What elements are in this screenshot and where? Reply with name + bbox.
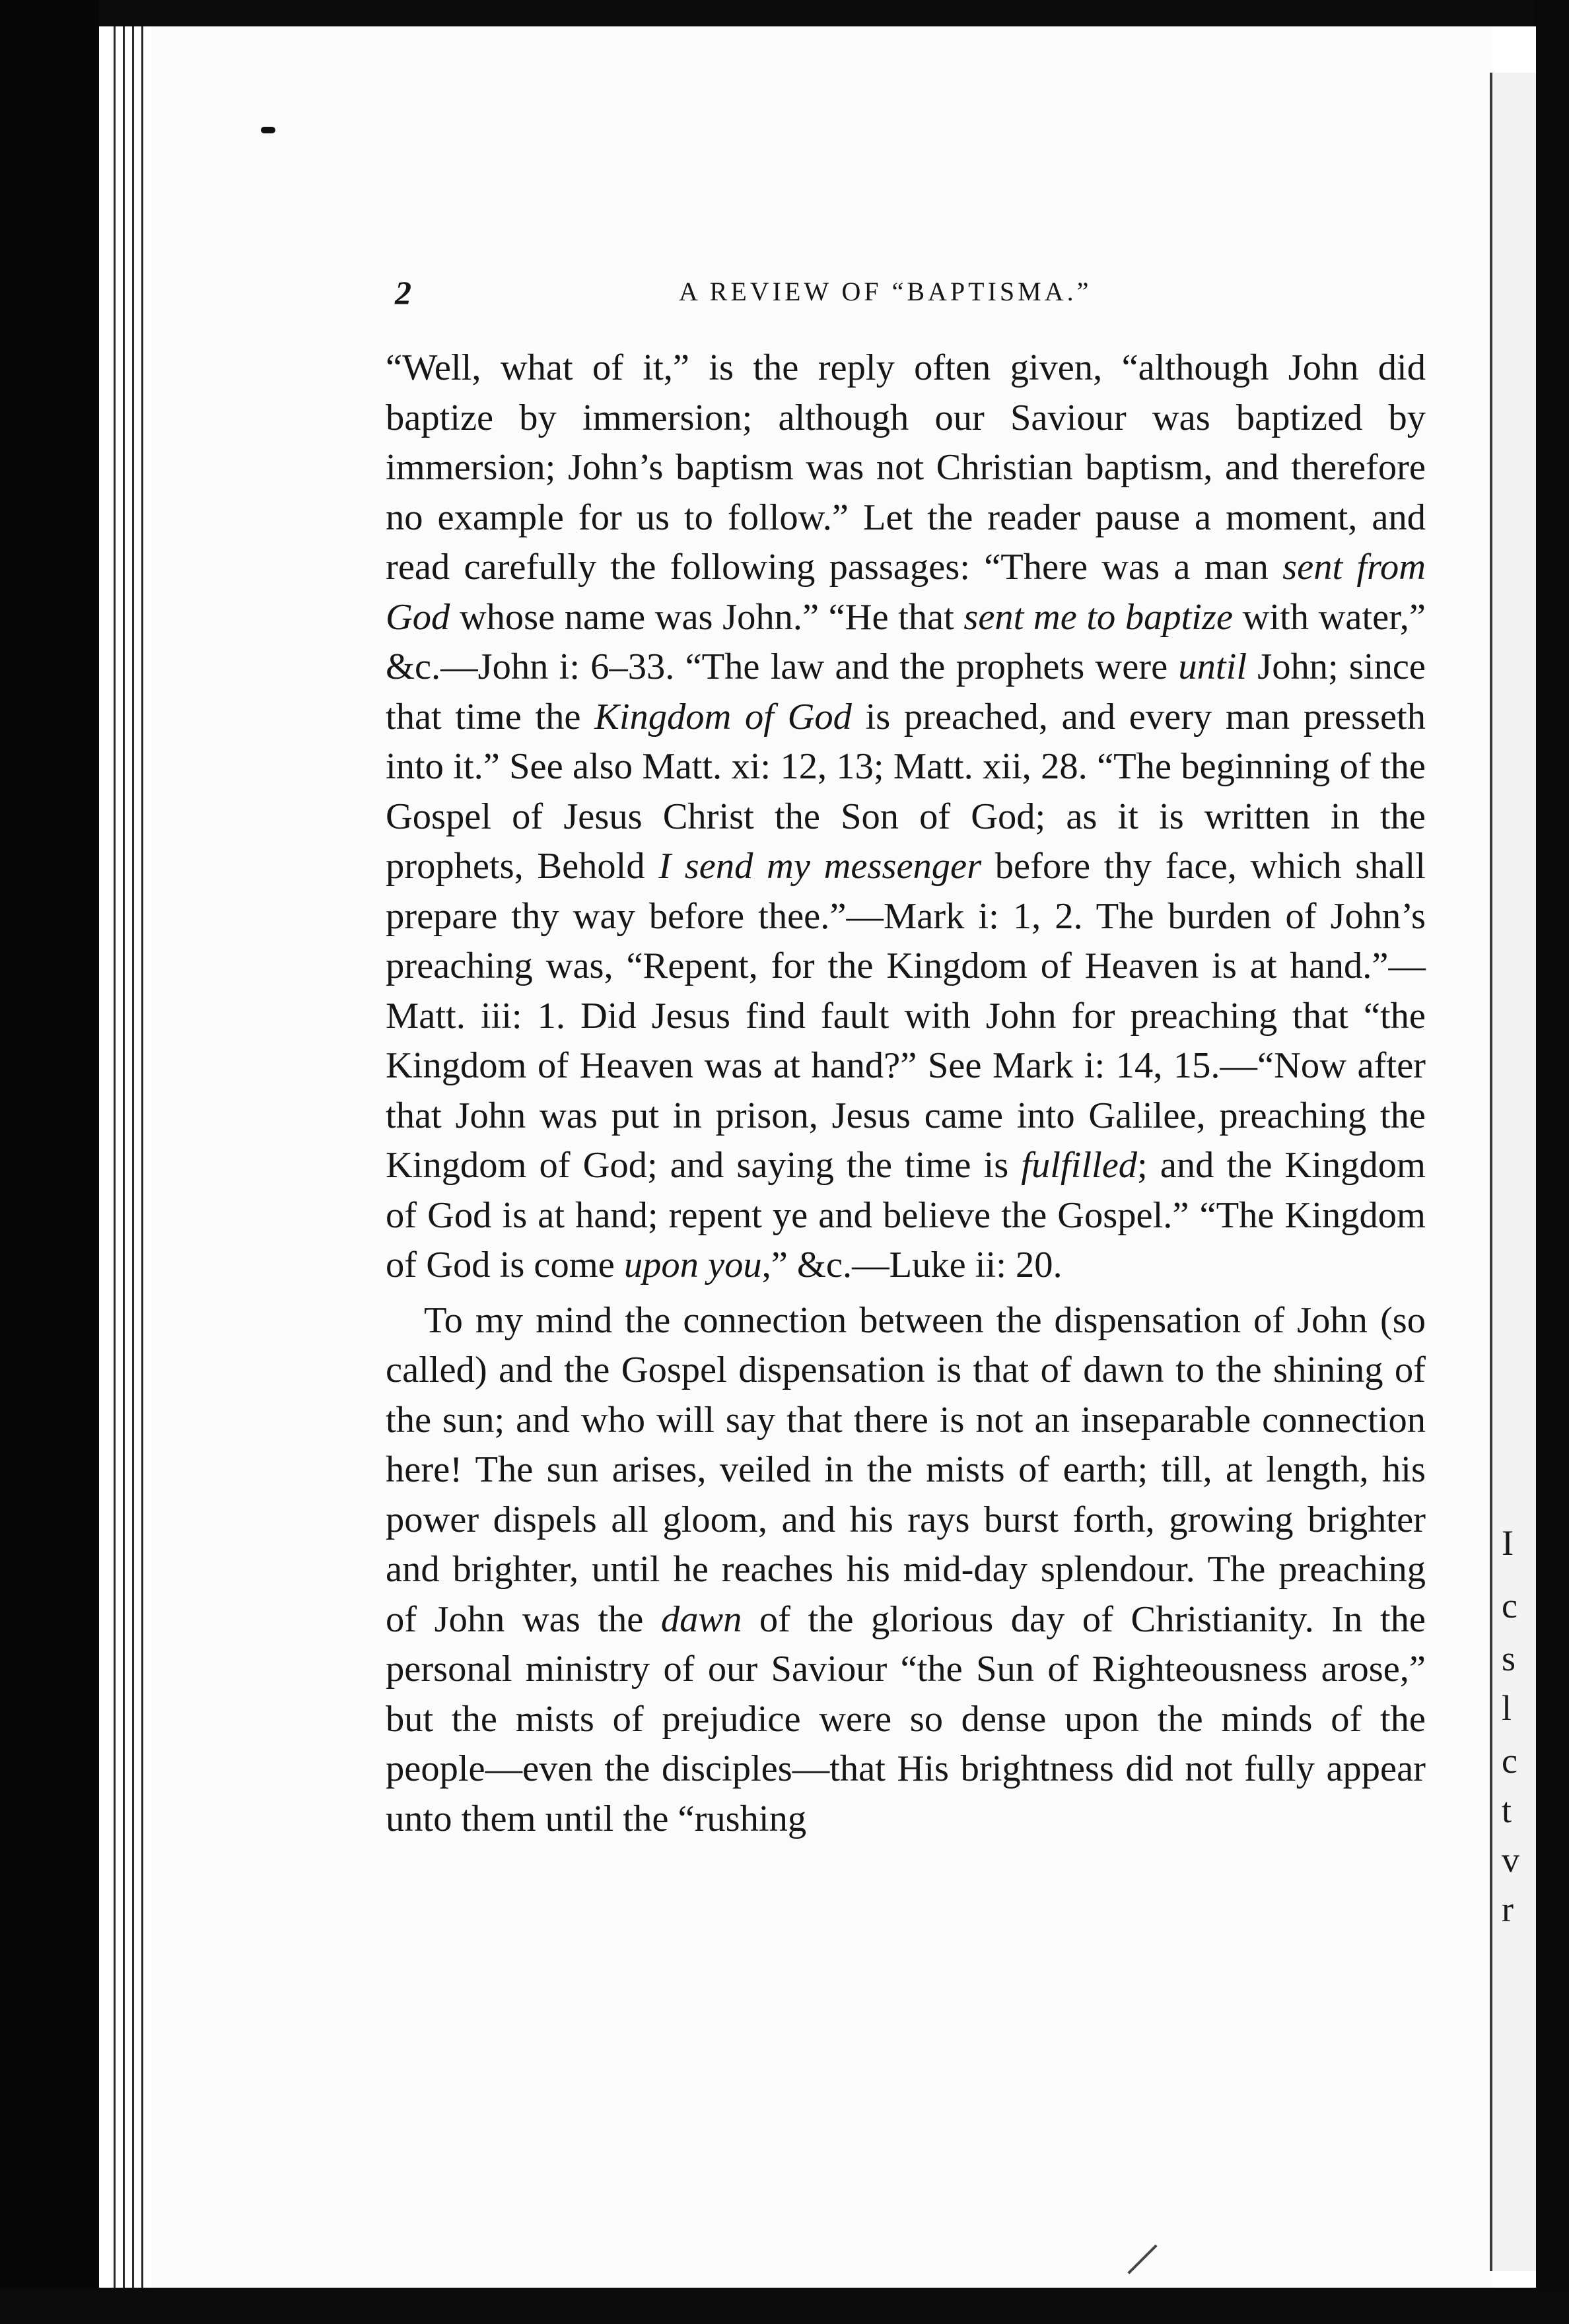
next-page-fragment: s: [1502, 1639, 1516, 1678]
next-page-fragment: v: [1502, 1840, 1519, 1880]
page-number: 2: [395, 274, 411, 311]
next-page-fragment: r: [1502, 1890, 1514, 1929]
scan-border-right: [1536, 0, 1569, 2324]
next-page-edge: [1490, 73, 1536, 2271]
text-segment: ,” &c.—Luke ii: 20.: [761, 1245, 1063, 1285]
italic-segment: fulfilled: [1021, 1145, 1138, 1186]
italic-segment: Kingdom of God: [594, 696, 852, 737]
page-header: [395, 273, 1425, 313]
text-segment: “Well, what of it,” is the reply often given, “although John did baptize by immersion; although our Saviour was baptized by immersion; John’s baptism was not Christian baptism, and therefore no example for us to follow.” Let the reader pause a moment, and read carefully the following passages: “There was a man: [386, 347, 1426, 588]
text-segment: before thy face, which shall prepare thy way before thee.”—Mark i: 1, 2. The burden of John’s preaching was, “Repent, for the Kingdom of Heaven is at hand.”—Matt. iii: 1. Did Jesus find fault with John for preaching that “the Kingdom of Heaven was at hand?” See Mark i: 14, 15.—“Now after that John was put in prison, Jesus came into Galilee, preaching the Kingdom of God; and saying the time is: [386, 846, 1426, 1186]
body-text: [386, 343, 1426, 1844]
italic-segment: dawn: [660, 1598, 742, 1640]
italic-segment: until: [1178, 646, 1247, 687]
text-segment: ; and the Kingdom of God is at hand; repent ye and believe the Gospel.” “The Kingdom of God is come: [386, 1145, 1426, 1285]
text-segment: To my mind the connection between the dispensation of John (so called) and the Gospel dispensation is that of dawn to the shining of the sun; and who will say that there is not an inseparable connection here! The sun arises, veiled in the mists of earth; till, at length, his power dispels all gloom, and his rays burst forth, growing brighter and brighter, until he reaches his mid-day splendour. The preaching of John was the: [386, 1299, 1426, 1640]
text-segment: is preached, and every man presseth into it.” See also Matt. xi: 12, 13; Matt. xii, 28. “The beginning of the Gospel of Jesus Christ the Son of God; as it is written in the prophets, Behold: [386, 696, 1426, 887]
paragraph: [386, 1296, 1426, 1845]
page-edge: [123, 26, 125, 2288]
text-segment: John; since that time the: [386, 646, 1426, 737]
text-segment: whose name was John.” “He that: [450, 596, 964, 638]
page-edge: [114, 26, 116, 2288]
page-edge: [141, 26, 143, 2288]
running-title: A REVIEW OF “BAPTISMA.”: [679, 277, 1092, 306]
next-page-fragment: c: [1502, 1586, 1517, 1625]
scan-border-bottom: [0, 2288, 1569, 2324]
italic-segment: I send my messenger: [658, 846, 982, 887]
next-page-fragment: c: [1502, 1741, 1517, 1781]
text-segment: with water,” &c.—John i: 6–33. “The law and the prophets were: [386, 596, 1426, 687]
scan-border-left: [0, 0, 99, 2324]
next-page-fragment: I: [1502, 1523, 1514, 1563]
next-page-fragment: t: [1502, 1791, 1512, 1830]
next-page-fragment: l: [1502, 1688, 1512, 1728]
italic-segment: sent from God: [386, 547, 1426, 638]
ink-mark: [261, 127, 275, 133]
scan-border-top: [0, 0, 1569, 26]
page-edge: [132, 26, 134, 2288]
paragraph: [386, 343, 1426, 1291]
italic-segment: sent me to baptize: [963, 596, 1234, 638]
text-segment: of the glorious day of Christianity. In the personal ministry of our Saviour “the Sun of Righteousness arose,” but the mists of prejudice were so dense upon the minds of the people—even the disciples—that His brightness did not fully appear unto them until the “rushing: [386, 1598, 1426, 1839]
italic-segment: upon you: [623, 1245, 762, 1285]
